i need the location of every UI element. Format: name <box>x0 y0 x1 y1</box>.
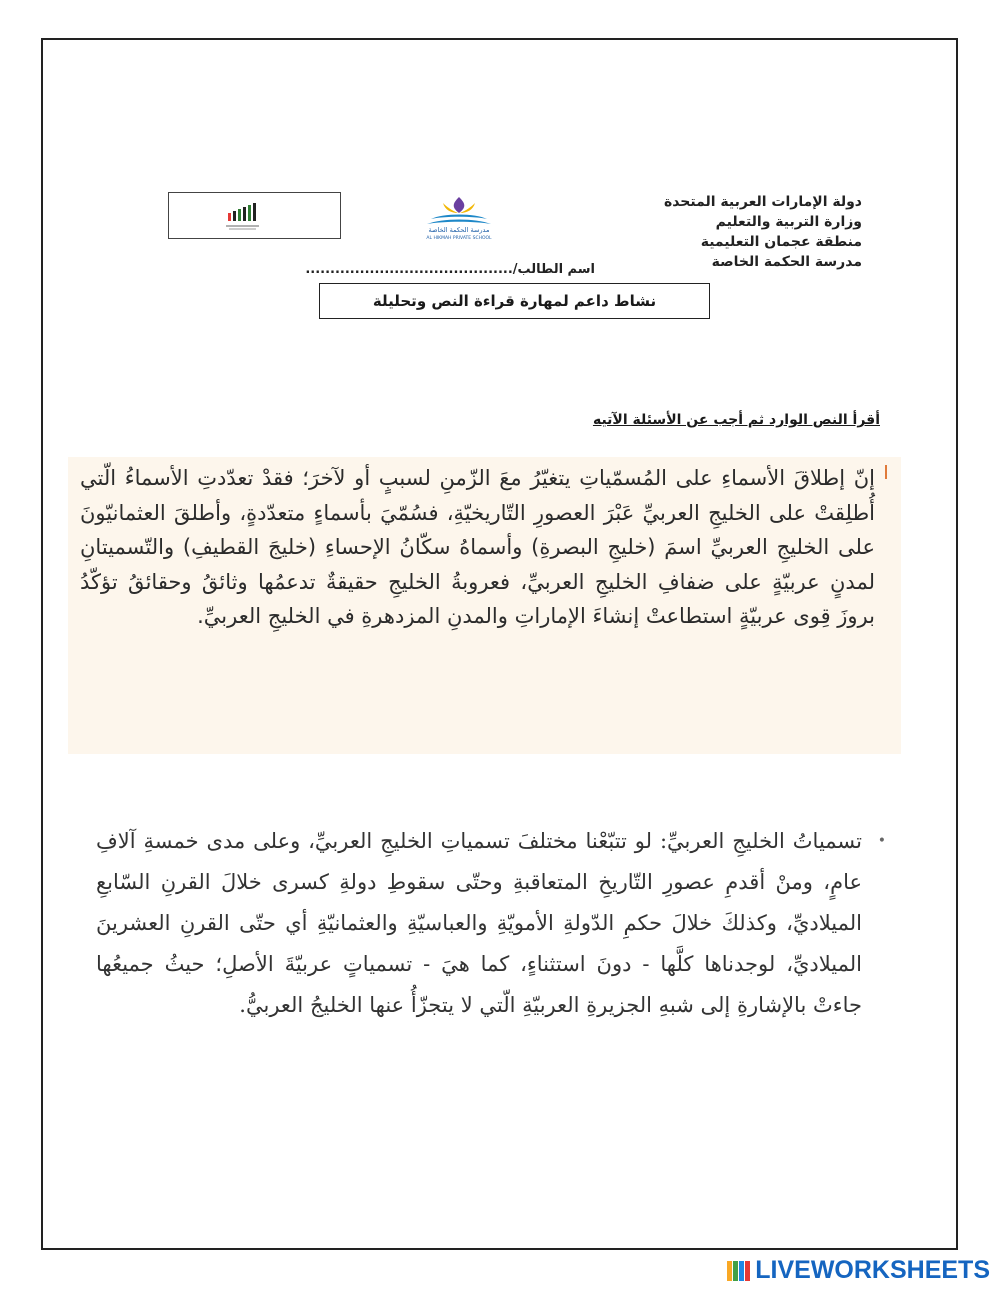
header-line-country: دولة الإمارات العربية المتحدة <box>663 194 862 210</box>
ministry-logo-icon <box>169 193 340 238</box>
liveworksheets-wordmark <box>755 1256 990 1285</box>
school-logo-emblem <box>427 197 491 224</box>
liveworksheets-logo-icon <box>727 1259 751 1283</box>
activity-title: نشاط داعم لمهارة قراءة النص وتحليلة <box>319 283 710 319</box>
school-logo <box>413 193 505 241</box>
liveworksheets-brand <box>727 1256 990 1285</box>
liveworksheets-worksheets: WORKSHEETS <box>810 1256 990 1284</box>
header-line-school: مدرسة الحكمة الخاصة <box>711 254 862 270</box>
bullet-paragraph-block <box>96 821 886 1026</box>
instruction-text: أقرأ النص الوارد ثم أجب عن الأسئلة الآتيه <box>592 412 880 428</box>
header-line-ministry: وزارة التربية والتعليم <box>715 214 862 230</box>
reading-passage-text: إنّ إطلاقَ الأسماءِ على المُسمّياتِ يتغيّرُ معَ الزّمنِ لسببٍ أو لآخرَ؛ فقدْ تعدّدتِ الأسماءُ الّتي أُطلِقتْ على الخليجِ العربيِّ عَبْرَ العصورِ التّاريخيّةِ، فسُمّيَ بأسماءٍ متعدّدةٍ، وأطلقَ العثمانيّونَ على الخليجِ العربيِّ اسمَ (خليجِ البصرةِ) وأسماهُ سكّانُ الإحساءِ (خليجَ القطيفِ) والتّسميتانِ لمدنٍ عربيّةٍ على ضفافِ الخليجِ العربيِّ، فعروبةُ الخليجِ حقيقةٌ تدعمُها وثائقُ وحقائقُ تؤكّدُ بروزَ قِوى عربيّةٍ استطاعتْ إنشاءَ الإماراتِ والمدنِ المزدهرةِ في الخليجِ العربيِّ. <box>80 466 875 628</box>
school-logo-arabic-text: مدرسة الحكمة الخاصة <box>428 226 490 234</box>
header-line-zone: منطقة عجمان التعليمية <box>700 234 862 250</box>
school-logo-english-text: AL HIKMAH PRIVATE SCHOOL <box>426 236 492 241</box>
liveworksheets-live: LIVE <box>755 1256 811 1284</box>
bullet-paragraph-text: تسمياتُ الخليجِ العربيِّ: لو تتبّعْنا مختلفَ تسمياتِ الخليجِ العربيِّ، وعلى مدى خمسةِ آلافِ عامٍ، ومنْ أقدمِ عصورِ التّاريخِ المتعاقبةِ وحتّى سقوطِ دولةِ كسرى خلالَ القرنِ السّابعِ الميلاديِّ، وكذلكَ خلالَ حكمِ الدّولةِ الأمويّةِ والعباسيّةِ والعثمانيّةِ أي حتّى القرنِ العشرينَ الميلاديِّ، لوجدناها كلَّها - دونَ استثناءٍ، كما هيَ - تسمياتٍ عربيّةَ الأصلِ؛ حيثُ جميعُها جاءتْ بالإشارةِ إلى شبهِ الجزيرةِ العربيّةِ الّتي لا يتجزّأُ عنها الخليجُ العربيُّ. <box>96 829 862 1017</box>
bullet-paragraph <box>96 821 886 1026</box>
reading-passage-box <box>68 457 901 754</box>
ministry-logo-box <box>168 192 341 239</box>
ministry-header <box>582 192 862 272</box>
student-name-field[interactable]: اسم الطالب/.......................................... <box>305 262 595 277</box>
bullet-dot-icon: • <box>877 833 886 849</box>
passage-marker <box>885 465 887 479</box>
